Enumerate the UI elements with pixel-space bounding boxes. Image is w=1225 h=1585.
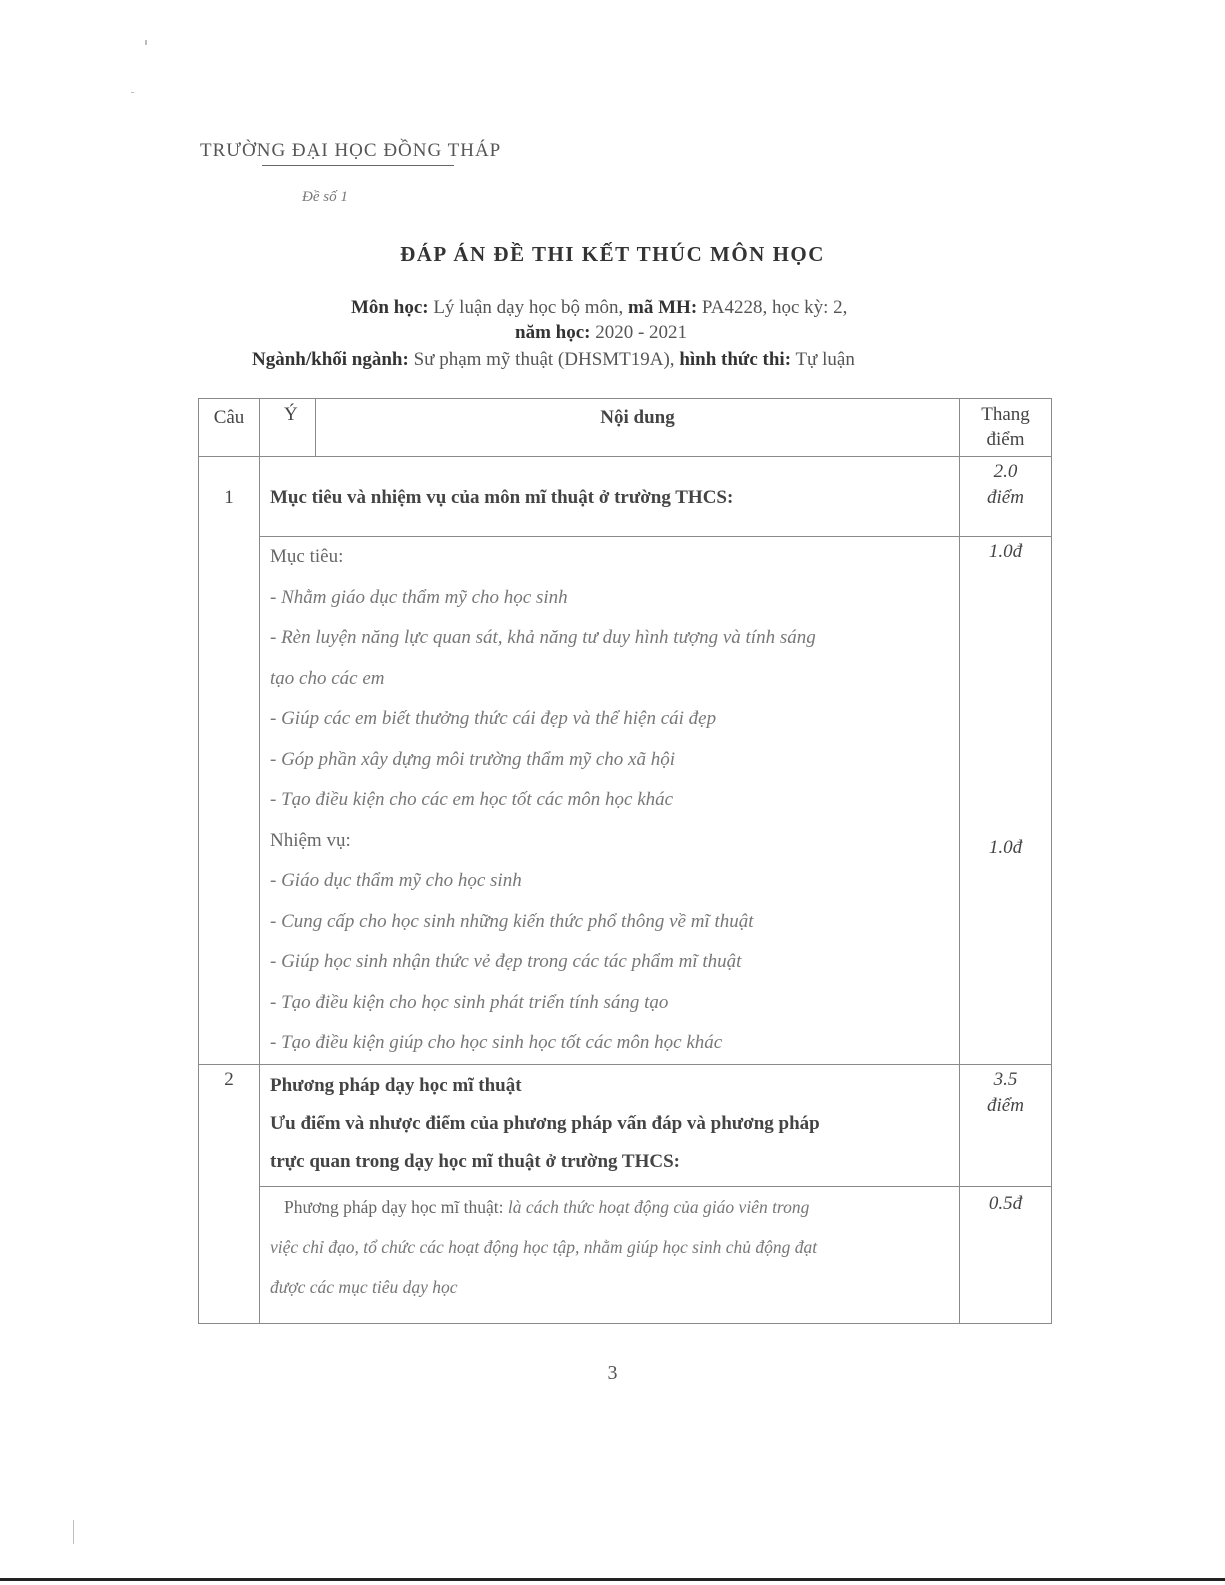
list-item: tạo cho các em [270, 667, 385, 689]
semester: học kỳ: 2, [771, 297, 848, 318]
muc-tieu-score: 1.0đ [988, 541, 1023, 562]
list-item: - Giáo dục thẩm mỹ cho học sinh [270, 870, 522, 891]
answer-table [198, 398, 1052, 1324]
q1-title: Mục tiêu và nhiệm vụ của môn mĩ thuật ở trường THCS: [260, 457, 960, 537]
q2-title-row [199, 1064, 1052, 1186]
list-item: - Tạo điều kiện giúp cho học sinh học tốt các môn học khác [270, 1032, 723, 1053]
scan-bottom-edge [0, 1578, 1225, 1581]
q1-content [260, 537, 960, 1065]
school-year-line [515, 322, 687, 344]
q2-title-line-3: trực quan trong dạy học mĩ thuật ở trường THCS: [270, 1150, 680, 1172]
q2-title-line-2: Ưu điểm và nhược điểm của phương pháp vấn đáp và phương pháp [270, 1112, 820, 1134]
exam-form-label: hình thức thi: [679, 349, 792, 370]
school-year-label: năm học: [515, 322, 591, 343]
header-thang-diem [960, 399, 1052, 457]
major-value: Sư phạm mỹ thuật (DHSMT19A), [413, 349, 675, 370]
subject-value: Lý luận dạy học bộ môn, [433, 297, 624, 318]
header-y: Ý [260, 399, 316, 457]
list-item: - Giúp các em biết thưởng thức cái đẹp và thể hiện cái đẹp [270, 708, 717, 729]
course-code-label: mã MH: [628, 297, 698, 318]
q2-content [260, 1186, 960, 1323]
list-item: - Cung cấp cho học sinh những kiến thức phổ thông về mĩ thuật [270, 910, 754, 932]
q2-title-line-1: Phương pháp dạy học mĩ thuật [270, 1074, 522, 1096]
q2-definition-text-1: là cách thức hoạt động của giáo viên trong [507, 1196, 810, 1217]
q1-content-row [199, 537, 1052, 1065]
scan-speck [131, 92, 134, 93]
list-item: - Giúp học sinh nhận thức vẻ đẹp trong các tác phẩm mĩ thuật [270, 951, 742, 972]
major-label: Ngành/khối ngành: [252, 349, 409, 370]
scan-speck [73, 1520, 74, 1544]
list-item: - Góp phần xây dựng môi trường thẩm mỹ cho xã hội [270, 748, 676, 770]
q1-content-scores [960, 537, 1052, 1065]
school-underline [262, 165, 454, 166]
q1-score [960, 457, 1052, 537]
q1-score-unit: điểm [987, 487, 1024, 508]
exam-number: Đề số 1 [302, 189, 348, 205]
q2-score [960, 1064, 1052, 1186]
page-number: 3 [607, 1362, 618, 1384]
table-header-row [199, 399, 1052, 457]
list-item: - Tạo điều kiện cho các em học tốt các môn học khác [270, 789, 674, 810]
subject-line [351, 297, 847, 319]
q2-content-row [199, 1186, 1052, 1323]
header-thang: Thang [981, 404, 1030, 425]
q2-number: 2 [199, 1064, 260, 1323]
q2-score-unit: điểm [987, 1094, 1024, 1116]
q2-definition-score: 0.5đ [960, 1186, 1052, 1323]
major-line [252, 349, 855, 371]
scan-speck [145, 40, 147, 45]
list-item: - Tạo điều kiện cho học sinh phát triển tính sáng tạo [270, 991, 669, 1013]
q2-definition-text-3: được các mục tiêu dạy học [270, 1276, 458, 1297]
q1-number: 1 [199, 457, 260, 1065]
subject-label: Môn học: [351, 297, 429, 318]
q2-definition-text-2: việc chỉ đạo, tổ chức các hoạt động học tập, nhằm giúp học sinh chủ động đạt [270, 1236, 818, 1257]
header-diem: điểm [986, 429, 1025, 450]
school-name: TRƯỜNG ĐẠI HỌC ĐỒNG THÁP [200, 140, 502, 161]
list-item: - Nhằm giáo dục thẩm mỹ cho học sinh [270, 586, 568, 608]
document-title: ĐÁP ÁN ĐỀ THI KẾT THÚC MÔN HỌC [400, 242, 825, 266]
header-cau: Câu [199, 399, 260, 457]
nhiem-vu-label: Nhiệm vụ: [270, 829, 351, 851]
muc-tieu-label: Mục tiêu: [270, 546, 344, 567]
school-year-value: 2020 - 2021 [595, 322, 688, 343]
exam-form-value: Tự luận [795, 349, 855, 370]
q2-definition-label: Phương pháp dạy học mĩ thuật: [284, 1196, 504, 1217]
header-noi-dung: Nội dung [316, 399, 960, 457]
q2-title [260, 1064, 960, 1186]
nhiem-vu-score: 1.0đ [988, 837, 1023, 858]
q1-title-row [199, 457, 1052, 537]
q2-definition-line-1 [270, 1187, 951, 1227]
course-code-value: PA4228, [701, 297, 768, 318]
q2-score-value: 3.5 [993, 1068, 1018, 1090]
list-item: - Rèn luyện năng lực quan sát, khả năng tư duy hình tượng và tính sáng [270, 627, 816, 648]
q1-score-value: 2.0 [993, 461, 1018, 482]
